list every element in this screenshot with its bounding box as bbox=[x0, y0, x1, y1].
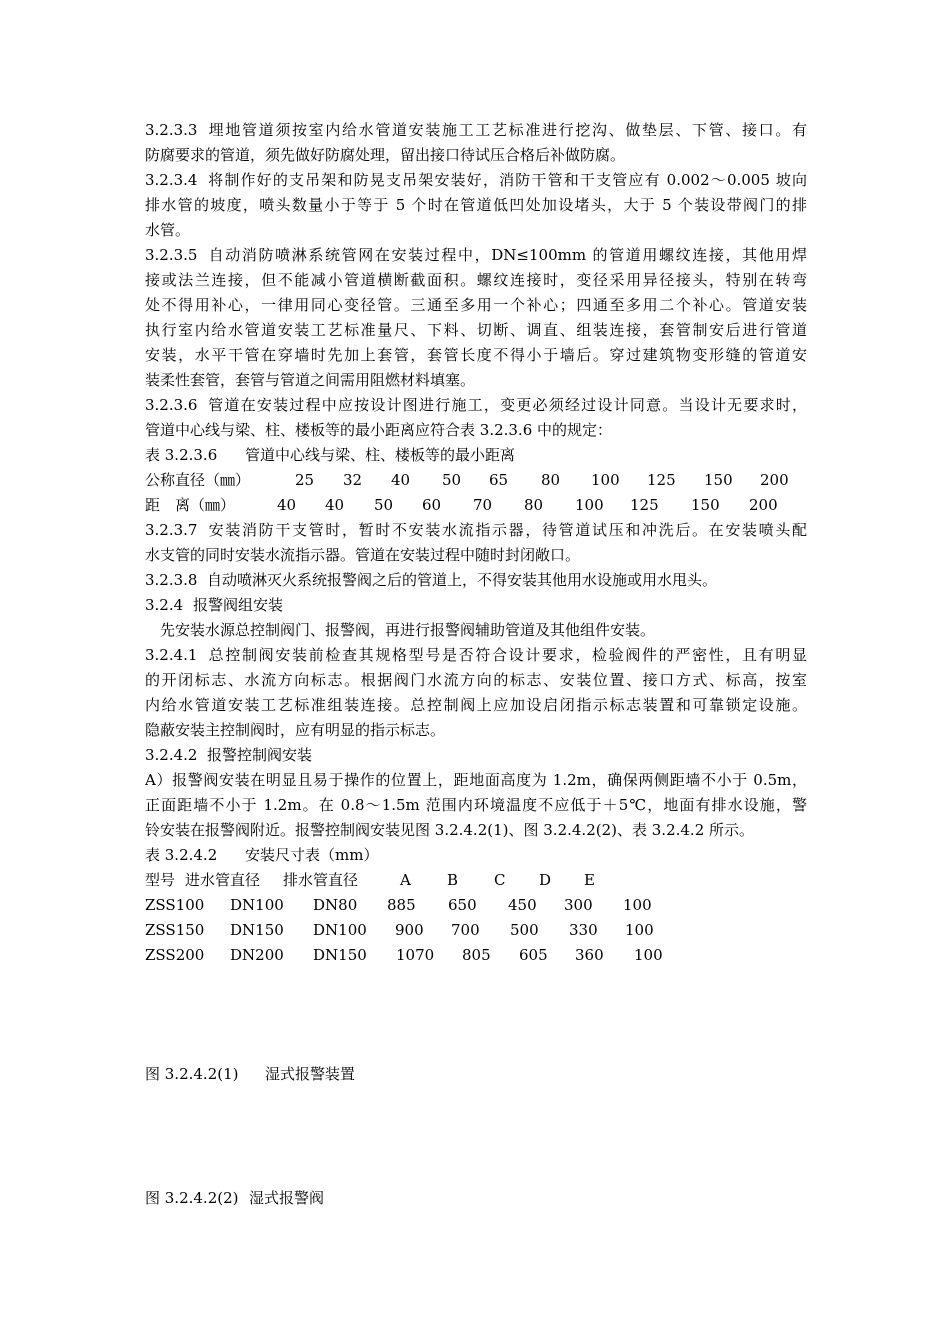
para-3-2-4-1-line-2: 的开闭标志、水流方向标志。根据阀门水流方向的标志、安装位置、接口方式、标高，按室 bbox=[145, 671, 807, 689]
table-header-cell: A bbox=[400, 871, 411, 889]
para-3-2-3-4-line-1: 3.2.3.4 将制作好的支吊架和防晃支吊架安装好，消防干管和干支管应有 0.002～0.005 坡向 bbox=[145, 168, 807, 193]
table-header-cell: E bbox=[584, 871, 595, 889]
table-header-cell: 进水管直径 bbox=[185, 871, 261, 889]
table-cell: 300 bbox=[564, 896, 593, 914]
table-caption-title: 管道中心线与梁、柱、楼板等的最小距离 bbox=[245, 446, 516, 464]
table-cell: 50 bbox=[374, 496, 394, 514]
table-cell: 40 bbox=[325, 496, 345, 514]
para-3-2-3-7-line-2: 水支管的同时安装水流指示器。管道在安装过程中随时封闭敞口。 bbox=[145, 546, 581, 564]
para-3-2-3-5-line-6: 装柔性套管，套管与管道之间需用阻燃材料填塞。 bbox=[145, 371, 476, 389]
table-cell: 100 bbox=[575, 496, 604, 514]
table-cell: 32 bbox=[343, 471, 363, 489]
table-cell: 60 bbox=[422, 496, 442, 514]
table-1-row-distance bbox=[145, 493, 807, 518]
figure-title: 湿式报警装置 bbox=[265, 1065, 356, 1083]
table-1-caption bbox=[145, 443, 807, 468]
table-cell: 25 bbox=[295, 471, 315, 489]
para-3-2-4-2-a-line-2: 正面距墙不小于 1.2m。在 0.8～1.5m 范围内环境温度不应低于＋5℃，地面有排水设施，警 bbox=[145, 796, 807, 814]
table-cell: 80 bbox=[524, 496, 544, 514]
para-3-2-3-6-line-1: 3.2.3.6 管道在安装过程中应按设计图进行施工，变更必须经过设计同意。当设计无要求时， bbox=[145, 393, 807, 418]
table-cell: 200 bbox=[760, 471, 789, 489]
table-header-cell: 排水管直径 bbox=[283, 871, 359, 889]
table-cell: DN150 bbox=[230, 921, 284, 939]
table-2-row bbox=[145, 893, 807, 918]
para-3-2-4-2-a-line-3: 铃安装在报警阀附近。报警控制阀安装见图 3.2.4.2(1)、图 3.2.4.2(2)、表 3.2.4.2 所示。 bbox=[145, 821, 755, 839]
table-header-cell: C bbox=[494, 871, 506, 889]
table-cell: 650 bbox=[448, 896, 477, 914]
para-3-2-3-5-line-2: 接或法兰连接，但不能减小管道横断截面积。螺纹连接时，变径采用异径接头，特别在转弯 bbox=[145, 271, 807, 289]
table-cell: 80 bbox=[541, 471, 561, 489]
table-cell: DN200 bbox=[230, 946, 284, 964]
table-2-caption bbox=[145, 843, 807, 868]
table-caption-number: 表 3.2.4.2 bbox=[145, 846, 218, 864]
section-number: 3.2.4 bbox=[145, 596, 184, 614]
table-cell: 70 bbox=[473, 496, 493, 514]
table-cell: 40 bbox=[277, 496, 297, 514]
table-cell: 125 bbox=[630, 496, 659, 514]
para-3-2-3-6-line-2: 管道中心线与梁、柱、楼板等的最小距离应符合表 3.2.3.6 中的规定： bbox=[145, 421, 613, 439]
table-cell: 150 bbox=[691, 496, 720, 514]
table-cell: 125 bbox=[647, 471, 676, 489]
section-3-2-4-heading bbox=[145, 593, 807, 618]
para-3-2-3-3-line-2: 防腐要求的管道，须先做好防腐处理，留出接口待试压合格后补做防腐。 bbox=[145, 146, 626, 164]
figure-2-caption bbox=[145, 1187, 324, 1208]
section-3-2-4-intro: 先安装水源总控制阀门、报警阀，再进行报警阀辅助管道及其他组件安装。 bbox=[160, 621, 656, 639]
clause-number: 3.2.3.7 bbox=[145, 521, 198, 539]
table-cell: 700 bbox=[451, 921, 480, 939]
table-cell: ZSS200 bbox=[145, 946, 205, 964]
para-3-2-3-8: 3.2.3.8 自动喷淋灭火系统报警阀之后的管道上，不得安装其他用水设施或用水甩头。 bbox=[145, 568, 807, 593]
table-header-cell: 型号 bbox=[145, 871, 176, 889]
section-number: 3.2.4.2 bbox=[145, 746, 198, 764]
table-2-header-row bbox=[145, 868, 807, 893]
table-caption-title: 安装尺寸表（mm） bbox=[245, 846, 379, 864]
table-2-row bbox=[145, 943, 807, 968]
table-2-row bbox=[145, 918, 807, 943]
clause-number: 3.2.4.1 bbox=[145, 646, 198, 664]
table-cell: ZSS150 bbox=[145, 921, 205, 939]
table-cell: 500 bbox=[510, 921, 539, 939]
figure-title: 湿式报警阀 bbox=[249, 1189, 325, 1207]
para-3-2-3-5-line-4: 执行室内给水管道安装工艺标准量尺、下料、切断、调直、组装连接，套管制安后进行管道 bbox=[145, 321, 807, 339]
table-cell: 65 bbox=[489, 471, 509, 489]
table-cell: 330 bbox=[569, 921, 598, 939]
figure-number: 图 3.2.4.2(2) bbox=[145, 1189, 239, 1207]
table-cell: 40 bbox=[391, 471, 411, 489]
table-cell: 1070 bbox=[396, 946, 435, 964]
table-cell: 450 bbox=[508, 896, 537, 914]
document-body bbox=[145, 118, 807, 968]
table-header-cell: B bbox=[447, 871, 459, 889]
figure-1-caption bbox=[145, 1063, 355, 1084]
para-3-2-4-1-line-4: 隐蔽安装主控制阀时，应有明显的指示标志。 bbox=[145, 721, 446, 739]
clause-number: 3.2.3.4 bbox=[145, 171, 198, 189]
table-header-cell: D bbox=[539, 871, 552, 889]
table-cell: 885 bbox=[387, 896, 416, 914]
table-cell: 360 bbox=[575, 946, 604, 964]
para-3-2-4-1-line-1: 3.2.4.1 总控制阀安装前检查其规格型号是否符合设计要求，检验阀件的严密性，且有明显 bbox=[145, 643, 807, 668]
clause-number: 3.2.3.8 bbox=[145, 571, 198, 589]
table-cell: DN80 bbox=[313, 896, 358, 914]
table-cell: 100 bbox=[625, 921, 654, 939]
table-cell: 50 bbox=[442, 471, 462, 489]
table-cell: 200 bbox=[749, 496, 778, 514]
clause-number: 3.2.3.6 bbox=[145, 396, 198, 414]
clause-number: 3.2.3.3 bbox=[145, 121, 198, 139]
table-cell: DN100 bbox=[313, 921, 367, 939]
section-title: 报警阀组安装 bbox=[193, 596, 284, 614]
table-cell: 100 bbox=[591, 471, 620, 489]
table-cell: DN100 bbox=[230, 896, 284, 914]
table-cell: 605 bbox=[519, 946, 548, 964]
para-3-2-3-5-line-1: 3.2.3.5 自动消防喷淋系统管网在安装过程中，DN≤100mm 的管道用螺纹连接，其他用焊 bbox=[145, 243, 807, 268]
table-cell: 100 bbox=[634, 946, 663, 964]
para-3-2-3-7-line-1: 3.2.3.7 安装消防干支管时，暂时不安装水流指示器，待管道试压和冲洗后。在安装喷头配 bbox=[145, 518, 807, 543]
table-cell: 900 bbox=[395, 921, 424, 939]
row-label: 距 离（㎜） bbox=[145, 496, 236, 514]
para-3-2-3-4-line-2: 排水管的坡度，喷头数量小于等于 5 个时在管道低凹处加设堵头，大于 5 个装设带阀门的排 bbox=[145, 196, 807, 214]
table-cell: 805 bbox=[462, 946, 491, 964]
para-3-2-4-2-a-line-1: A）报警阀安装在明显且易于操作的位置上，距地面高度为 1.2m，确保两侧距墙不小于 0.5m， bbox=[145, 771, 807, 789]
table-1-row-diameter bbox=[145, 468, 807, 493]
figure-number: 图 3.2.4.2(1) bbox=[145, 1065, 239, 1083]
para-3-2-3-5-line-5: 安装，水平干管在穿墙时先加上套管，套管长度不得小于墙后。穿过建筑物变形缝的管道安 bbox=[145, 346, 807, 364]
para-3-2-4-1-line-3: 内给水管道安装工艺标准组装连接。总控制阀上应加设启闭指示标志装置和可靠锁定设施。 bbox=[145, 696, 807, 714]
table-cell: 150 bbox=[704, 471, 733, 489]
para-3-2-3-4-line-3: 水管。 bbox=[145, 221, 191, 239]
table-cell: DN150 bbox=[313, 946, 367, 964]
table-cell: ZSS100 bbox=[145, 896, 205, 914]
para-3-2-3-3-line-1: 3.2.3.3 埋地管道须按室内给水管道安装施工工艺标准进行挖沟、做垫层、下管、接口。有 bbox=[145, 118, 807, 143]
table-caption-number: 表 3.2.3.6 bbox=[145, 446, 218, 464]
section-title: 报警控制阀安装 bbox=[207, 746, 313, 764]
row-label: 公称直径（㎜） bbox=[145, 471, 251, 489]
para-3-2-3-5-line-3: 处不得用补心，一律用同心变径管。三通至多用一个补心；四通至多用二个补心。管道安装 bbox=[145, 296, 807, 314]
clause-number: 3.2.3.5 bbox=[145, 246, 198, 264]
table-cell: 100 bbox=[623, 896, 652, 914]
section-3-2-4-2-heading bbox=[145, 743, 807, 768]
